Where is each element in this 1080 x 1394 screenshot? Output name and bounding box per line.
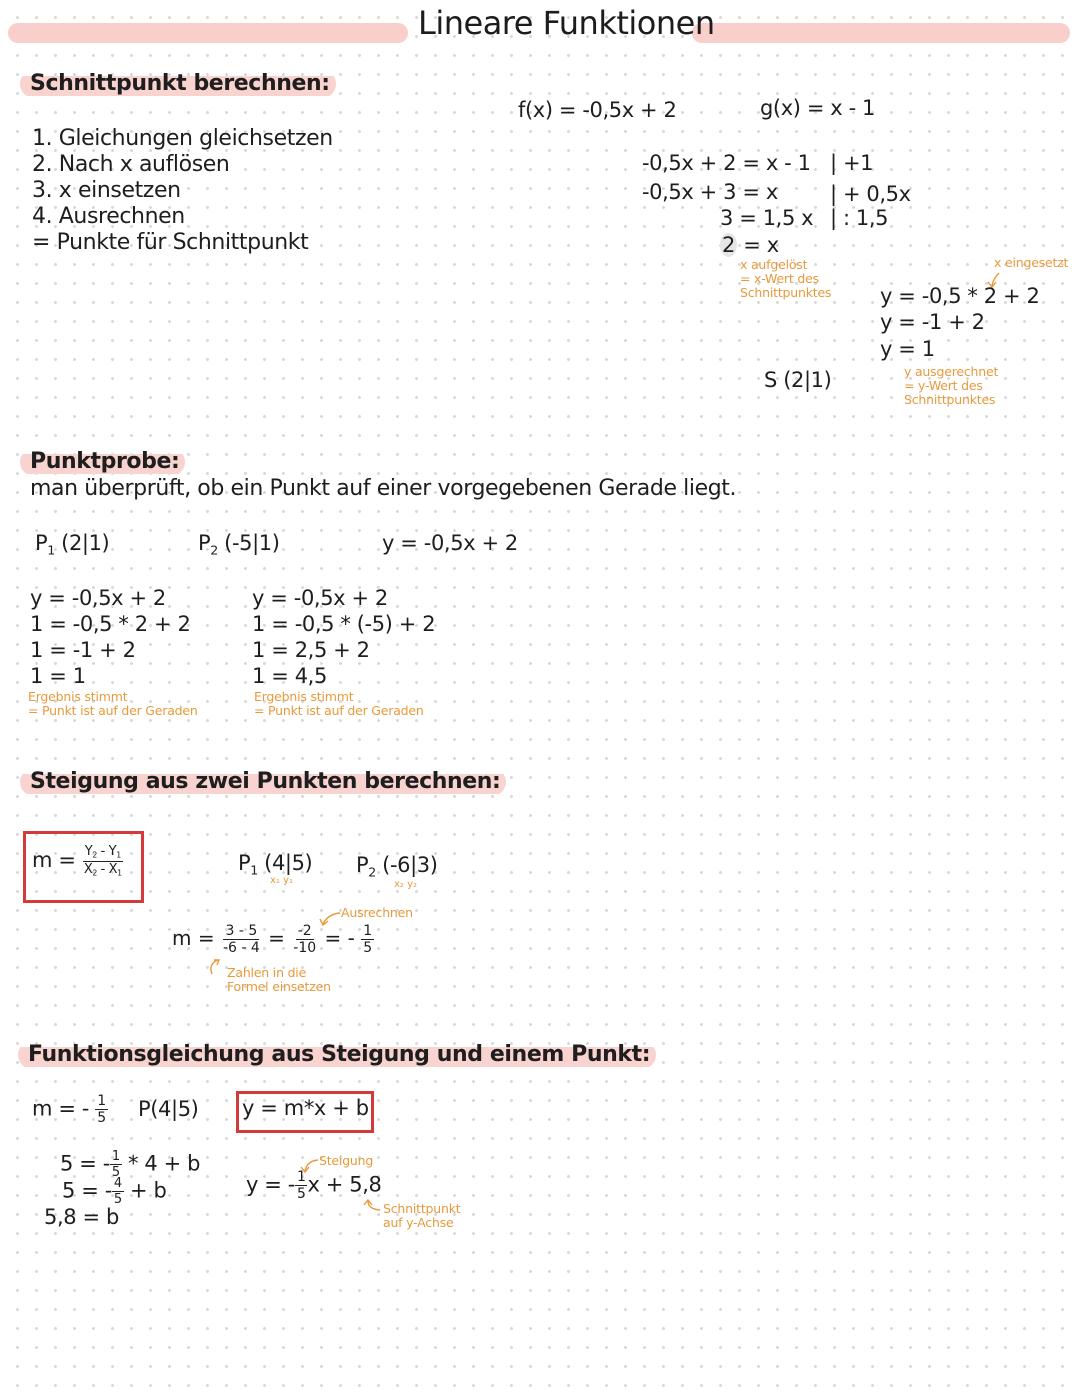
x-value-highlight: 2	[722, 233, 735, 257]
punktprobe-right-note: Ergebnis stimmt = Punkt ist auf der Geraden	[254, 689, 424, 718]
result-function: y = - $\frac{1}{5}$ x + 5,8	[246, 1169, 382, 1202]
note-steigung: Steigung	[319, 1153, 374, 1168]
slope-formula-fraction: $\frac{Y_2 - Y_1}{X_2 - X_1}$	[83, 844, 122, 878]
page-title: Lineare Funktionen	[418, 4, 715, 42]
slope-formula: m = $\frac{Y_2 - Y_1}{X_2 - X_1}$	[32, 844, 122, 878]
b-calc-1: 5 = - $\frac{1}{5}$ * 4 + b	[60, 1149, 201, 1180]
punktprobe-left-calc: y = -0,5x + 2 1 = -0,5 * 2 + 2 1 = -1 + 2 1 = 1	[30, 586, 191, 688]
slope-calculation: m = $\frac{3 - 5}{-6 - 4}$ = $\frac{-2}{-10}$ = - $\frac{1}{5}$	[172, 923, 373, 956]
operation-3: | : 1,5	[830, 206, 889, 230]
title-bar-right	[692, 23, 1070, 43]
step-1: 1. Gleichungen gleichsetzen	[32, 126, 333, 151]
slope-point-p2-marks: x₂ y₂	[394, 879, 418, 890]
slope-point-p1: $P_1$ (4|5)	[238, 851, 313, 878]
function-g: g(x) = x - 1	[760, 96, 876, 120]
operation-1: | +1	[830, 151, 874, 175]
step-3: 3. x einsetzen	[32, 178, 181, 203]
funktionsgleichung-heading: Funktionsgleichung aus Steigung und einem Punkt:	[18, 1041, 656, 1069]
general-formula: y = m*x + b	[242, 1096, 369, 1120]
slope-point-p2: $P_2$ (-6|3)	[356, 853, 438, 880]
y-calc-1: y = -0,5 * 2 + 2	[880, 284, 1040, 308]
equation-line-4-rest: = x	[736, 233, 779, 257]
punktprobe-left-note: Ergebnis stimmt = Punkt ist auf der Geraden	[28, 689, 198, 718]
note-ausrechnen: Ausrechnen	[341, 905, 413, 920]
intersection-result: S (2|1)	[764, 368, 832, 392]
punktprobe-description: man überprüft, ob ein Punkt auf einer vorgegebenen Gerade liegt.	[30, 476, 737, 501]
steps-list	[32, 126, 333, 256]
step-4: 4. Ausrechnen	[32, 204, 185, 229]
note-x-solved: x aufgelöst = x-Wert des Schnittpunktes	[740, 257, 832, 300]
schnittpunkt-heading: Schnittpunkt berechnen:	[20, 70, 336, 98]
point-p1: $P_1$ (2|1)	[35, 531, 110, 558]
given-point: P(4|5)	[138, 1097, 199, 1121]
punktprobe-heading: Punktprobe:	[20, 448, 185, 476]
note-x-inserted: x eingesetzt	[994, 255, 1069, 270]
step-result: = Punkte für Schnittpunkt	[32, 230, 309, 255]
b-calc-2: 5 = - $\frac{4}{5}$ + b	[62, 1176, 167, 1207]
equation-line-4	[720, 233, 779, 257]
title-bar-left	[8, 23, 408, 43]
note-einsetzen: Zahlen in die Formel einsetzen	[227, 965, 331, 994]
note-achse: Schnittpunkt auf y-Achse	[383, 1201, 461, 1230]
arrow-achse	[364, 1199, 384, 1215]
note-y-calculated: y ausgerechnet = y-Wert des Schnittpunktes	[904, 364, 999, 407]
step-2: 2. Nach x auflösen	[32, 152, 230, 177]
operation-2: | + 0,5x	[830, 182, 911, 206]
y-calc-2: y = -1 + 2	[880, 310, 985, 334]
function-f: f(x) = -0,5x + 2	[518, 98, 677, 122]
equation-line-1: -0,5x + 2 = x - 1	[642, 151, 811, 175]
punktprobe-right-calc: y = -0,5x + 2 1 = -0,5 * (-5) + 2 1 = 2,5 + 2 1 = 4,5	[252, 586, 436, 688]
arrow-einsetzen	[206, 958, 226, 978]
steigung-heading: Steigung aus zwei Punkten berechnen:	[20, 768, 506, 796]
equation-line-2: -0,5x + 3 = x	[642, 180, 778, 204]
equation-line-3: 3 = 1,5 x	[720, 206, 814, 230]
point-p2: $P_2$ (-5|1)	[198, 531, 280, 558]
punktprobe-function: y = -0,5x + 2	[382, 531, 518, 555]
slope-point-p1-marks: x₁ y₁	[270, 875, 294, 886]
b-calc-3: 5,8 = b	[44, 1205, 119, 1229]
given-slope: m = - $\frac{1}{5}$	[32, 1093, 106, 1126]
y-calc-3: y = 1	[880, 337, 935, 361]
